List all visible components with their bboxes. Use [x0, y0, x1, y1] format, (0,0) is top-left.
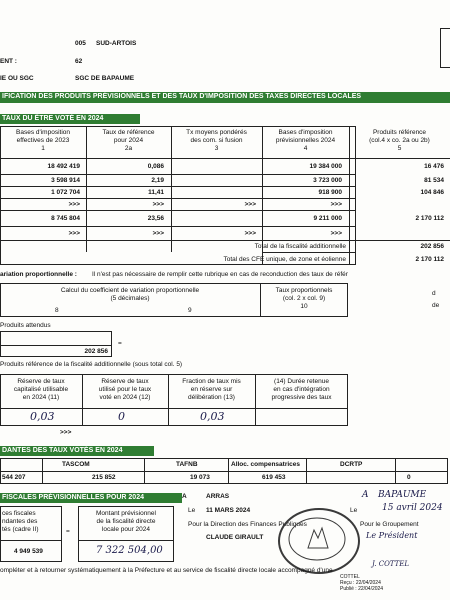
collectivite-code: 005	[75, 40, 86, 47]
main-section-band: IFICATION DES PRODUITS PRÉVISIONNELS ET DES TAUX D'IMPOSITION DES TAXES DIRECTES LOCALES	[0, 92, 450, 103]
dantes-value-1: 544 207	[2, 474, 26, 481]
sig-le: Le	[188, 507, 196, 514]
right-margin-de: de	[432, 302, 440, 309]
dantes-value-5: 0	[407, 474, 411, 481]
sig-name: CLAUDE GIRAULT	[206, 534, 264, 541]
collectivite-name: SUD-ARTOIS	[96, 40, 137, 47]
taux-section-band: TAUX DU ÊTRE VOTÉ EN 2024	[0, 114, 140, 124]
variation-label: ariation proportionnelle :	[0, 271, 77, 278]
cottel-block: COTTEL Reçu : 22/04/2024 Publié : 22/04/2024	[340, 574, 384, 592]
groupement-president: Le Président	[366, 531, 418, 540]
sgc-value: SGC DE BAPAUME	[75, 75, 135, 82]
fiscales-section-band: FISCALES PRÉVISIONNELLES POUR 2024	[0, 493, 182, 503]
fiscales-mid-value: 7 322 504,00	[96, 545, 163, 556]
dantes-header-tafnb: TAFNB	[176, 461, 198, 468]
header-col4: Bases d'imposition prévisionnelles 2024 4	[275, 129, 336, 152]
header-col1: Bases d'imposition effectives de 2023 1	[16, 129, 70, 152]
sgc-label: IE OU SGC	[0, 75, 34, 82]
fiscales-left-value: 4 949 539	[14, 548, 43, 555]
groupement-label: Pour le Groupement	[360, 521, 419, 528]
header-col3: Tx moyens pondérés des com. si fusion 3	[186, 129, 247, 152]
dantes-value-2: 215 852	[92, 474, 116, 481]
variation-taux-header: Taux proportionnels (col. 2 x col. 9) 10	[275, 287, 333, 310]
sig-city: ARRAS	[206, 493, 230, 500]
attendus-value: 202 856	[84, 348, 108, 355]
header-col2a: Taux de référence pour 2024 2a	[102, 129, 155, 152]
hw-city: BAPAUME	[378, 490, 427, 500]
produits-attendus-label: Produits attendus	[0, 322, 51, 329]
reserve-col13-value: 0,03	[200, 410, 225, 423]
variation-col9: 9	[188, 307, 192, 314]
fiscales-mid-label: Montant prévisionnel de la fiscalité directe locale pour 2024	[96, 510, 156, 533]
hw-date: 15 avril 2024	[382, 503, 443, 513]
dantes-header-tascom: TASCOM	[62, 461, 90, 468]
fiscales-left-label: ces fiscales ndantes des tés (cadre II)	[2, 510, 39, 533]
reserve-col13-header: Fraction de taux mis en réserve sur délibération (13)	[182, 378, 241, 401]
ent-value: 62	[75, 58, 83, 65]
variation-note: Il n'est pas nécessaire de remplir cette rubrique en cas de reconduction des taux de référ	[92, 271, 348, 278]
reserve-col11-header: Réserve de taux capitalisé utilisable en 2024 (11)	[13, 378, 69, 401]
dantes-header-dcrtp: DCRTP	[340, 461, 363, 468]
hw-signature-name: J. COTTEL	[372, 560, 410, 568]
reserve-col12-header: Réserve de taux utilisé pour le taux voté en 2024 (12)	[98, 378, 152, 401]
total-fiscalite-label: Total de la fiscalité additionnelle	[254, 243, 346, 250]
reserve-col11-value: 0,03	[30, 410, 55, 423]
hw-le: Le	[350, 507, 358, 514]
variation-col8: 8	[55, 307, 59, 314]
official-stamp	[278, 508, 360, 574]
produits-reference-label: Produits référence de la fiscalité additionnelle (sous total col. 5)	[0, 361, 183, 368]
ent-label: ENT :	[0, 58, 17, 65]
reserve-arrows: >>>	[60, 429, 72, 436]
sig-date: 11 MARS 2024	[206, 507, 251, 514]
header-col5: Produits référence (col.4 x co. 2a ou 2b) 5	[369, 129, 430, 152]
reserve-col14-header: (14) Durée retenue en cas d'intégration progressive des taux	[271, 378, 332, 401]
footer-note: ompléter et à retourner systématiquement à la Préfecture et au service de fiscalité directe locale accompagné d'une	[0, 567, 333, 574]
total-cfe-value: 2 170 112	[415, 256, 444, 263]
variation-calc-header: Calcul du coefficient de variation proportionnelle (5 décimales)	[60, 287, 200, 302]
dantes-header-alloc: Alloc. compensatrices	[231, 461, 300, 468]
dantes-section-band: DANTES DES TAUX VOTÉS EN 2024	[0, 446, 154, 456]
equals-sign: =	[118, 340, 122, 347]
total-fiscalite-value: 202 856	[420, 243, 444, 250]
dantes-value-4: 619 453	[262, 474, 286, 481]
sig-direction: Pour la Direction des Finances Publiques	[188, 521, 307, 528]
hw-a: A	[362, 490, 369, 500]
fiscales-equals: =	[66, 528, 70, 535]
dantes-value-3: 19 073	[190, 474, 210, 481]
corner-frame	[440, 28, 450, 68]
total-cfe-label: Total des CFE unique, de zone et éolienne	[223, 256, 346, 263]
reserve-col12-value: 0	[118, 410, 125, 423]
sig-a: A	[182, 493, 187, 500]
right-margin-d: d	[432, 290, 436, 297]
